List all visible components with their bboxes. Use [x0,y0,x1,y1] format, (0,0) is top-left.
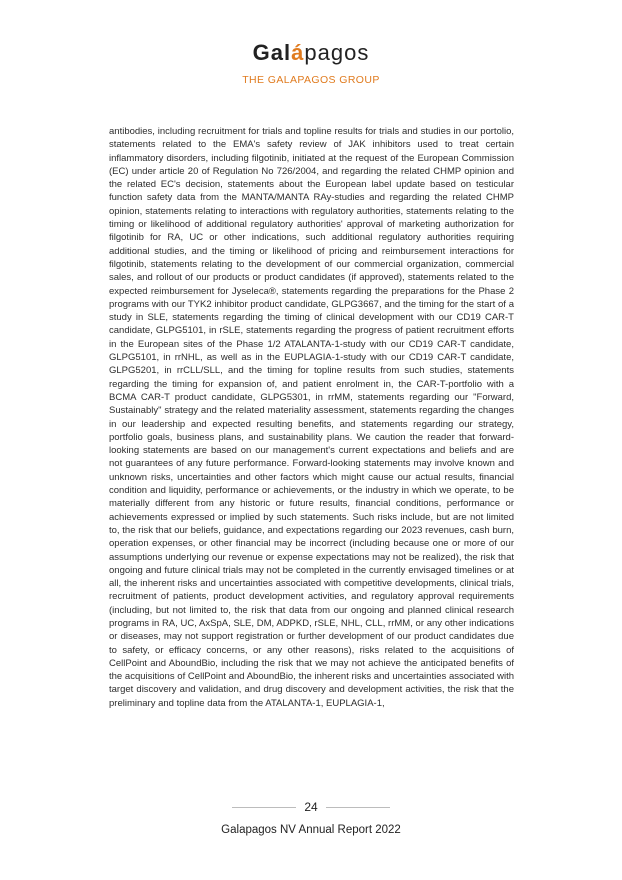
group-subtitle: THE GALAPAGOS GROUP [242,74,380,86]
footer-rule-left [232,807,296,808]
page-header [0,40,622,86]
logo-text-accent: á [291,40,305,65]
logo-text-bold: Gal [252,40,292,65]
page-number: 24 [304,800,318,814]
logo-text-light: pagos [304,40,370,65]
report-title: Galapagos NV Annual Report 2022 [221,824,401,836]
galapagos-logo [253,40,370,66]
body-paragraph: antibodies, including recruitment for trials and topline results for trials and studies in our portolio, statements related to the EMA's safety review of JAK inhibitors used to treat certain inflammatory disorders, including filgotinib, initiated at the request of the European Commission (EC) under article 20 of Regulation No 726/2004, and regarding the related CHMP opinion and the related EC's decision, statements about the European label update based on testicular function safety data from the MANTA/MANTA RAy-studies and regarding the related CHMP opinion, statements relating to interactions with regulatory authorities, statements relating to the timing or likelihood of additional regulatory authorities' approval of marketing authorization for filgotinib for RA, UC or other indications, such additional regulatory authorities requiring additional studies, and the timing or likelihood of pricing and reimbursement interactions for filgotinib, statements relating to the development of our commercial organization, commercial sales, and rollout of our products or product candidates (if approved), statements related to the expected reimbursement for Jyseleca®, statements regarding the preparations for the Phase 2 programs with our TYK2 inhibitor product candidate, GLPG3667, and the timing for the start of a study in SLE, statements regarding the timing of clinical development with our CD19 CAR-T candidate, GLPG5101, in rSLE, statements regarding the progress of patient recruitment efforts in the European sites of the Phase 1/2 ATALANTA-1-study with our CD19 CAR-T candidate, GLPG5101, in rrNHL, as well as in the EUPLAGIA-1-study with our CD19 CAR-T candidate, GLPG5201, in rrCLL/SLL, and the timing for topline results from such studies, statements regarding the timing for expansion of, and patient enrolment in, the CAR-T-portfolio with a BCMA CAR-T product candidate, GLPG5301, in rrMM, statements regarding our "Forward, Sustainably" strategy and the related materiality assessment, statements regarding the changes in our leadership and expected resulting benefits, and statements regarding our strategy, portfolio goals, business plans, and sustainability plans. We caution the reader that forward-looking statements are based on our management's current expectations and beliefs and are not guarantees of any future performance. Forward-looking statements may involve known and unknown risks, uncertainties and other factors which might cause our actual results, financial condition and liquidity, performance or achievements, or the industry in which we operate, to be materially different from any historic or future results, financial conditions, performance or achievements expressed or implied by such statements. Such risks include, but are not limited to, the risk that our beliefs, guidance, and expectations regarding our 2023 revenues, cash burn, operation expenses, or other financial may be incorrect (including because one or more of our assumptions underlying our revenue or expense expectations may not be realized), the risk that ongoing and future clinical trials may not be completed in the currently envisaged timelines or at all, the inherent risks and uncertainties associated with competitive developments, clinical trials, recruitment of patients, product development activities, and regulatory approval requirements (including, but not limited to, the risk that data from our ongoing and planned clinical research programs in RA, UC, AxSpA, SLE, DM, ADPKD, rSLE, NHL, CLL, rrMM, or any other indications or diseases, may not support registration or further development of our product candidates due to safety, or efficacy concerns, or any other reasons), risks related to the acquisitions of CellPoint and AboundBio, including the risk that we may not achieve the anticipated benefits of the acquisitions of CellPoint and AboundBio, the inherent risks and uncertainties associated with target discovery and validation, and drug discovery and development activities, the risk that the preliminary and topline data from the ATALANTA-1, EUPLAGIA-1, [109,126,514,709]
page-footer [0,800,622,836]
footer-rule-right [326,807,390,808]
page-number-row [0,800,622,814]
